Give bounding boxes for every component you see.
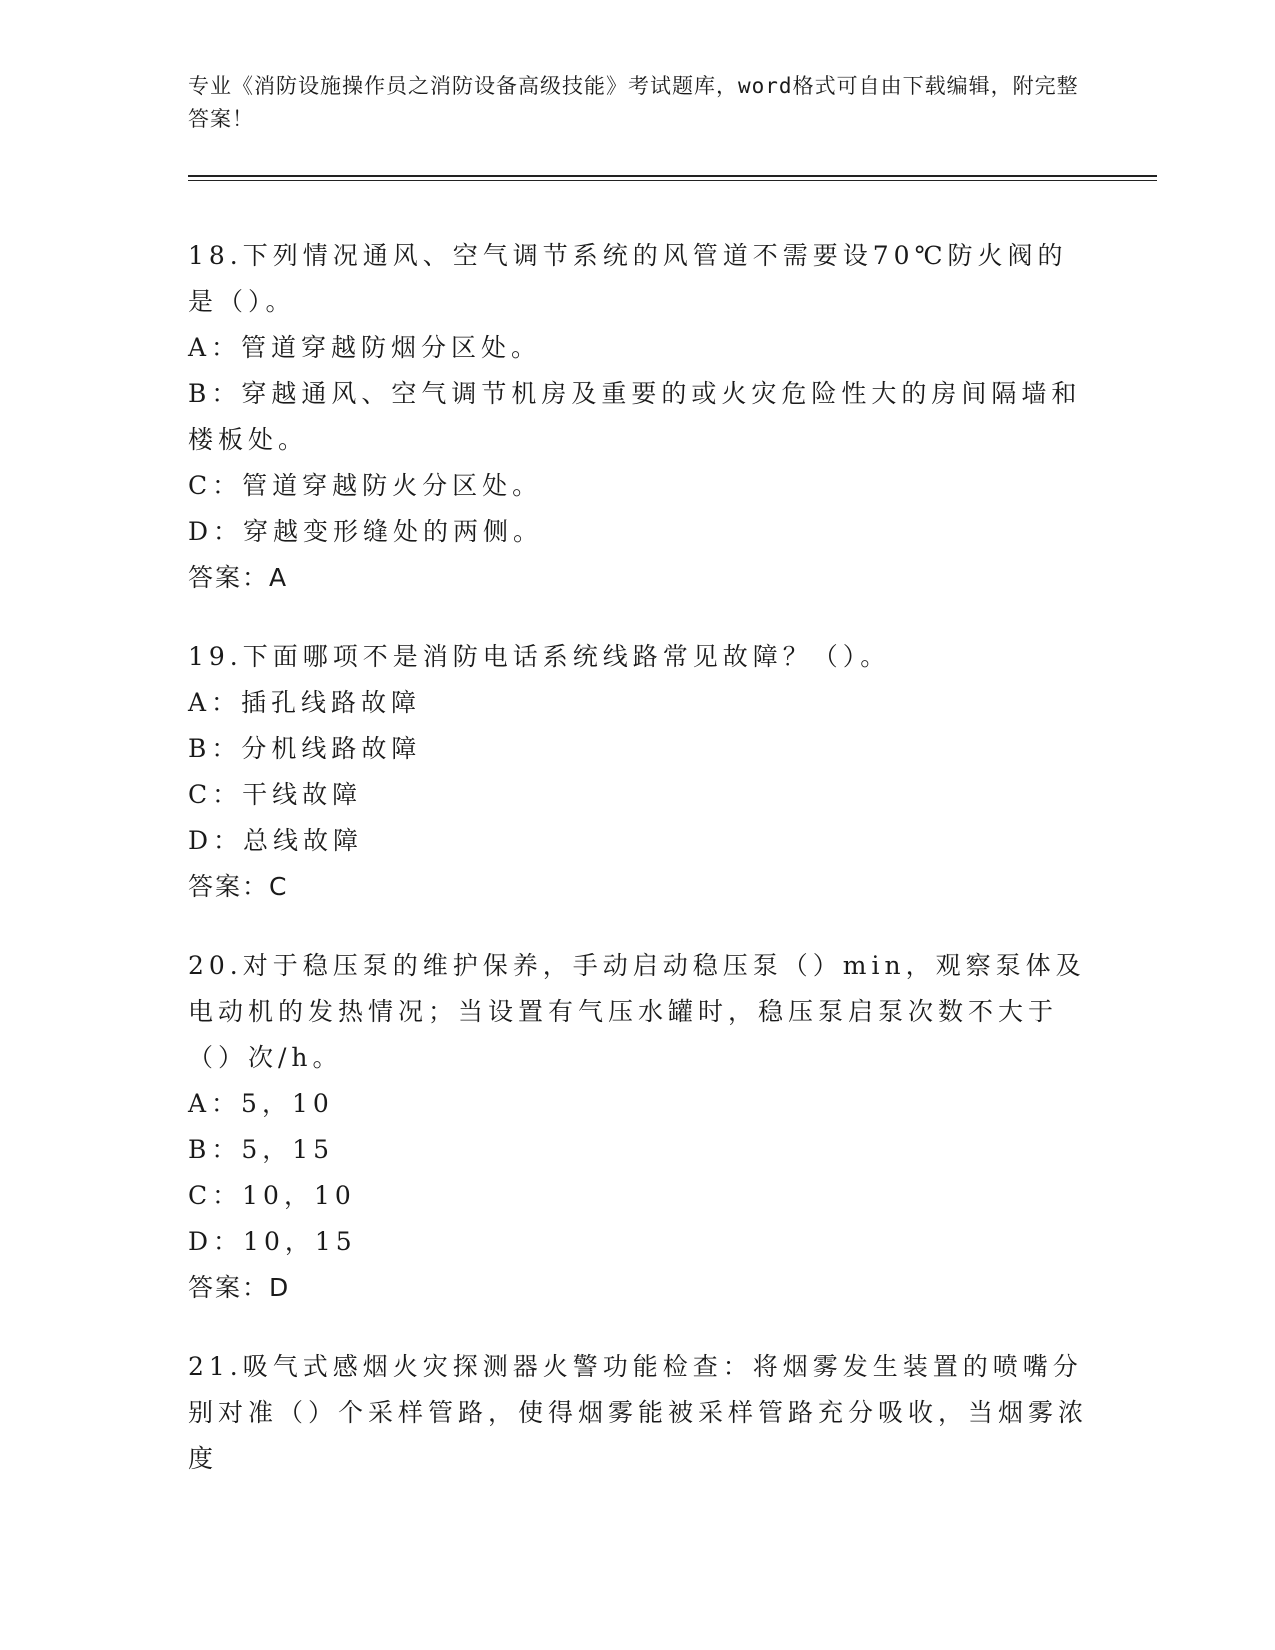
option-d: D：10，15 [188,1227,357,1256]
option-c: C：管道穿越防火分区处。 [188,471,543,500]
question-stem: 19.下面哪项不是消防电话系统线路常见故障？（）。 [188,642,891,671]
question-19 [188,634,1088,910]
header-rule-thick [188,175,1157,177]
header-rule-thin [188,180,1157,181]
document-header: 专业《消防设施操作员之消防设备高级技能》考试题库，word格式可自由下载编辑，附完整答案！ [188,74,1079,131]
option-b: B：穿越通风、空气调节机房及重要的或火灾危险性大的房间隔墙和楼板处。 [188,379,1082,454]
question-stem: 21.吸气式感烟火灾探测器火警功能检查：将烟雾发生装置的喷嘴分别对准（）个采样管路，使得烟雾能被采样管路充分吸收，当烟雾浓度 [188,1352,1089,1473]
question-20 [188,943,1088,1311]
question-21 [188,1344,1088,1482]
option-a: A：5，10 [188,1089,334,1118]
option-a: A：管道穿越防烟分区处。 [188,333,542,362]
option-b: B：分机线路故障 [188,734,422,763]
answer: 答案：D [188,1273,291,1302]
question-stem: 18.下列情况通风、空气调节系统的风管道不需要设70℃防火阀的是（）。 [188,241,1068,316]
option-d: D：总线故障 [188,826,364,855]
answer: 答案：C [188,872,289,901]
option-a: A：插孔线路故障 [188,688,422,717]
option-b: B：5，15 [188,1135,335,1164]
answer: 答案：A [188,563,289,592]
option-c: C：10，10 [188,1181,356,1210]
option-c: C：干线故障 [188,780,363,809]
question-18 [188,233,1088,601]
option-d: D：穿越变形缝处的两侧。 [188,517,544,546]
question-list [188,233,1088,1515]
question-stem: 20.对于稳压泵的维护保养，手动启动稳压泵（）min，观察泵体及电动机的发热情况；当设置有气压水罐时，稳压泵启泵次数不大于（）次/h。 [188,951,1086,1072]
